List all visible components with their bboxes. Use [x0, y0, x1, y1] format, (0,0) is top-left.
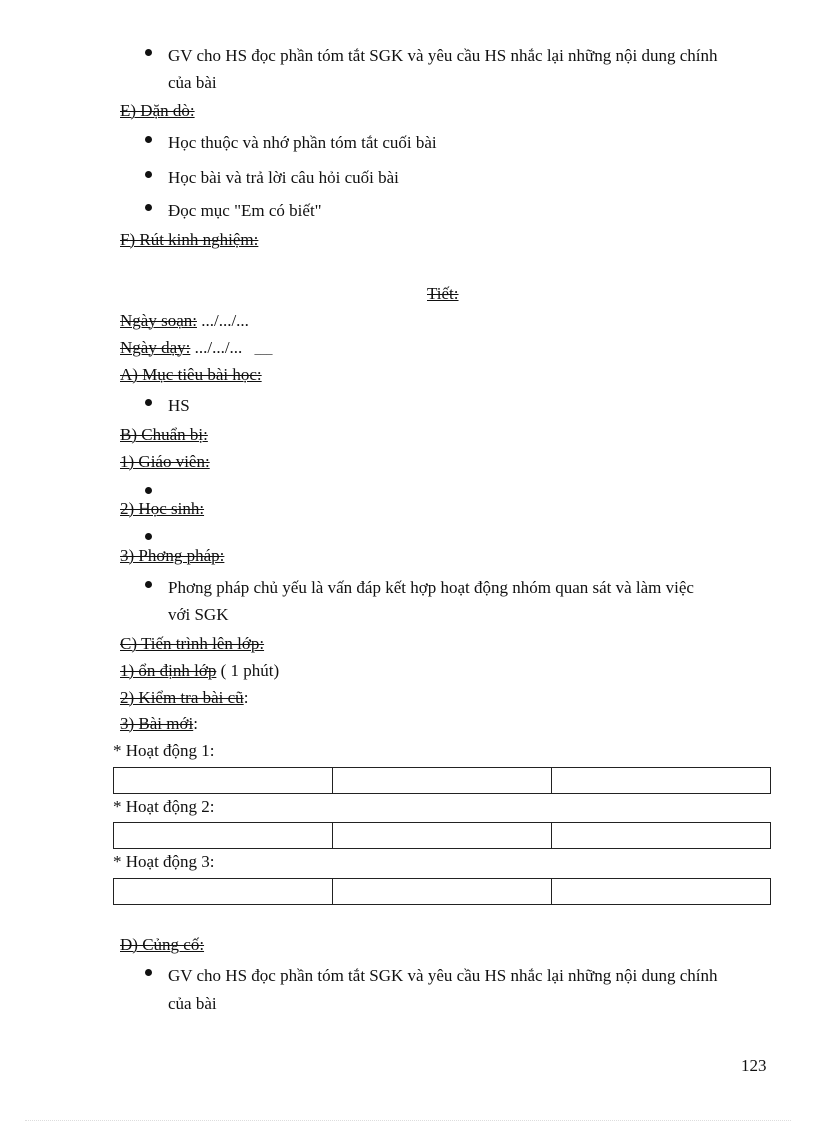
- list-item: Đọc mục "Em có biết": [168, 201, 322, 220]
- bullet-text: Phơng pháp chủ yếu là vấn đáp kết hợp hoạt động nhóm quan sát và làm việc: [168, 578, 694, 597]
- table-cell: [114, 823, 333, 849]
- bullet-text: GV cho HS đọc phần tóm tắt SGK và yêu cầu HS nhắc lại những nội dung chính: [168, 966, 718, 985]
- list-item: HS: [168, 396, 190, 415]
- step-on-dinh-label: 1) ổn định lớp: [120, 661, 217, 680]
- activity-3-label: * Hoạt động 3:: [113, 852, 215, 871]
- step-bai-moi-label: 3) Bài mới: [120, 714, 194, 733]
- subheading-hoc-sinh: 2) Học sinh:: [120, 499, 205, 518]
- bullet-icon: [145, 136, 152, 143]
- bullet-text-cont: của bài: [168, 73, 217, 92]
- date-taught-value: .../.../...: [190, 338, 243, 357]
- date-taught-label: Ngày dạy:: [120, 338, 191, 357]
- bullet-icon: [145, 533, 152, 540]
- bullet-text-cont: với SGK: [168, 605, 229, 624]
- section-heading-chuan-bi: B) Chuẩn bị:: [120, 425, 208, 444]
- table-cell: [114, 879, 333, 905]
- activity-2-table: [113, 822, 771, 849]
- subheading-giao-vien: 1) Giáo viên:: [120, 452, 210, 471]
- bullet-icon: [145, 969, 152, 976]
- activity-2-label: * Hoạt động 2:: [113, 797, 215, 816]
- section-heading-tien-trinh: C) Tiến trình lên lớp:: [120, 634, 265, 653]
- step-bai-moi-colon: :: [193, 714, 198, 733]
- lesson-period: Tiết:: [427, 284, 459, 303]
- table-cell: [333, 879, 552, 905]
- date-prepared: [120, 311, 249, 331]
- table-cell: [333, 768, 552, 794]
- bullet-text-cont: của bài: [168, 994, 217, 1013]
- step-on-dinh: [120, 661, 279, 681]
- section-heading-dan-do: E) Dặn dò:: [120, 101, 195, 120]
- bullet-text: GV cho HS đọc phần tóm tắt SGK và yêu cầu HS nhắc lại những nội dung chính: [168, 46, 718, 65]
- date-taught: [120, 338, 273, 359]
- section-heading-muc-tieu: A) Mục tiêu bài học:: [120, 365, 262, 384]
- step-kiem-tra-colon: :: [243, 688, 249, 707]
- list-item: Học thuộc và nhớ phần tóm tắt cuối bài: [168, 133, 437, 152]
- table-cell: [552, 823, 771, 849]
- date-prepared-value: .../.../...: [196, 311, 249, 330]
- bullet-icon: [145, 204, 152, 211]
- section-heading-cung-co: D) Củng cố:: [120, 935, 205, 954]
- table-cell: [333, 823, 552, 849]
- step-kiem-tra-label: 2) Kiểm tra bài cũ: [120, 688, 244, 707]
- table-cell: [552, 879, 771, 905]
- table-cell: [114, 768, 333, 794]
- step-kiem-tra: [120, 688, 248, 708]
- bullet-icon: [145, 49, 152, 56]
- bullet-icon: [145, 581, 152, 588]
- bullet-icon: [145, 399, 152, 406]
- page-bottom-divider: [25, 1120, 791, 1121]
- activity-1-table: [113, 767, 771, 794]
- page-number: 123: [741, 1056, 767, 1075]
- step-bai-moi: [120, 714, 198, 734]
- table-cell: [552, 768, 771, 794]
- date-taught-trail: ___: [254, 342, 273, 356]
- activity-1-label: * Hoạt động 1:: [113, 741, 215, 760]
- date-prepared-label: Ngày soạn:: [120, 311, 197, 330]
- section-heading-rut-kinh-nghiem: F) Rút kinh nghiệm:: [120, 230, 259, 249]
- subheading-phuong-phap: 3) Phơng pháp:: [120, 546, 225, 565]
- activity-3-table: [113, 878, 771, 905]
- bullet-icon: [145, 171, 152, 178]
- bullet-icon: [145, 487, 152, 494]
- step-on-dinh-note: ( 1 phút): [216, 661, 280, 680]
- list-item: Học bài và trả lời câu hỏi cuối bài: [168, 168, 399, 187]
